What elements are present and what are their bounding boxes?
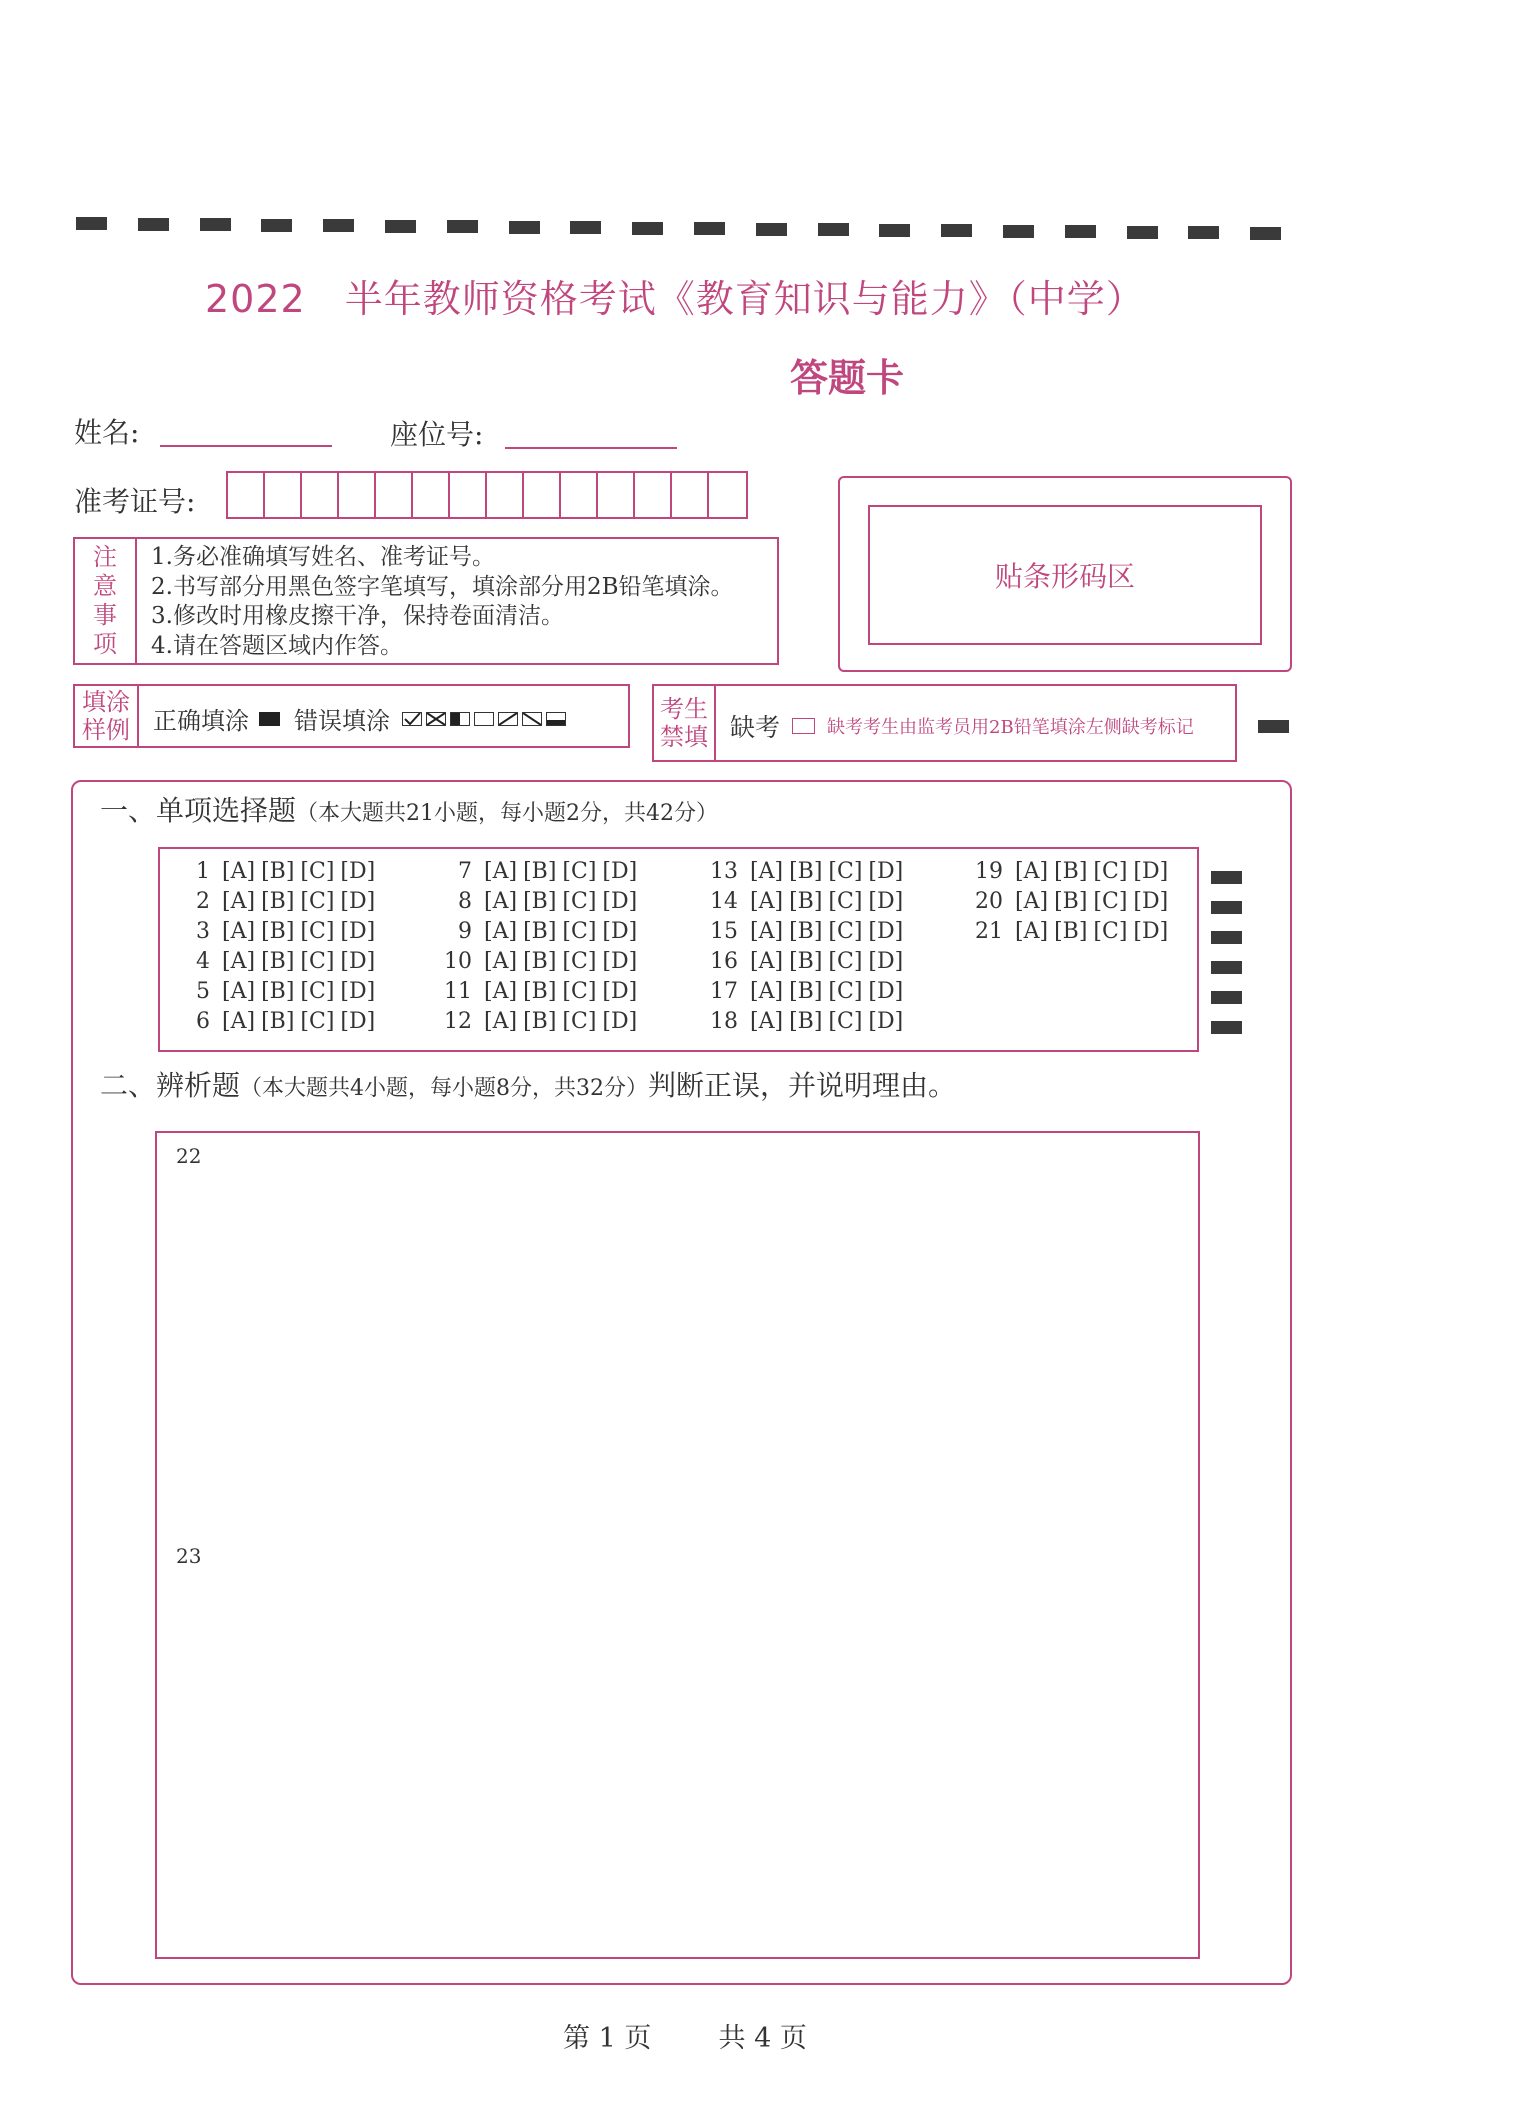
answer-option-c[interactable]: [C] [828, 979, 863, 1004]
absent-note: 缺考考生由监考员用2B铅笔填涂左侧缺考标记 [827, 717, 1194, 738]
answer-option-a[interactable]: [A] [222, 859, 256, 884]
exam-id-cell[interactable] [487, 473, 524, 517]
answer-option-b[interactable]: [B] [523, 889, 557, 914]
answer-option-c[interactable]: [C] [300, 919, 335, 944]
question-number: 1 [196, 859, 210, 884]
answer-option-b[interactable]: [B] [261, 919, 295, 944]
question-number: 12 [444, 1009, 472, 1034]
answer-option-a[interactable]: [A] [222, 949, 256, 974]
question-number: 6 [196, 1009, 210, 1034]
answer-option-c[interactable]: [C] [300, 979, 335, 1004]
section1-heading [100, 789, 718, 829]
answer-option-c[interactable]: [C] [562, 889, 597, 914]
answer-option-d[interactable]: [D] [602, 979, 638, 1004]
section1-note: （本大题共21小题，每小题2分，共42分） [296, 801, 719, 826]
answer-option-d[interactable]: [D] [868, 979, 904, 1004]
timing-mark [323, 219, 354, 232]
answer-option-c[interactable]: [C] [300, 889, 335, 914]
notes-list [151, 543, 733, 661]
answer-option-d[interactable]: [D] [868, 889, 904, 914]
notes-heading-char: 注 [93, 543, 117, 571]
slash-fill-icon [498, 712, 518, 726]
timing-mark [570, 221, 601, 234]
answer-option-a[interactable]: [A] [222, 889, 256, 914]
question-number: 17 [710, 979, 738, 1004]
choice-row [698, 857, 909, 887]
answer-option-c[interactable]: [C] [1093, 919, 1128, 944]
section2-instruction: 判断正误，并说明理由。 [648, 1069, 957, 1102]
underline-fill-icon [546, 712, 566, 726]
answer-option-c[interactable]: [C] [1093, 889, 1128, 914]
answer-option-b[interactable]: [B] [261, 859, 295, 884]
question-number: 23 [176, 1544, 202, 1568]
choice-row [698, 887, 909, 917]
answer-option-c[interactable]: [C] [1093, 859, 1128, 884]
cross-fill-icon [426, 712, 446, 726]
answer-option-b[interactable]: [B] [523, 859, 557, 884]
answer-option-d[interactable]: [D] [602, 949, 638, 974]
notes-heading-char: 事 [93, 601, 117, 629]
timing-mark [509, 221, 540, 234]
choice-row [170, 1007, 381, 1037]
timing-mark [1003, 225, 1034, 238]
question-number: 7 [458, 859, 472, 884]
answer-option-a[interactable]: [A] [222, 1009, 256, 1034]
answer-option-d[interactable]: [D] [602, 919, 638, 944]
timing-mark [1211, 1021, 1242, 1034]
question-number: 11 [444, 979, 472, 1004]
timing-marks-top [76, 217, 1291, 237]
exam-id-cell[interactable] [450, 473, 487, 517]
choice-row [170, 977, 381, 1007]
answer-option-d[interactable]: [D] [1133, 859, 1169, 884]
exam-id-cell[interactable] [339, 473, 376, 517]
fill-example-box [73, 684, 630, 748]
choice-row [170, 887, 381, 917]
answer-option-b[interactable]: [B] [789, 979, 823, 1004]
absent-checkbox[interactable] [792, 718, 815, 734]
answer-option-b[interactable]: [B] [261, 889, 295, 914]
answer-option-b[interactable]: [B] [523, 1009, 557, 1034]
seat-field[interactable] [505, 445, 677, 449]
page-footer [563, 2016, 807, 2055]
timing-mark [879, 224, 910, 237]
absent-label: 缺考 [730, 713, 781, 742]
timing-mark [818, 223, 849, 236]
exam-id-cell[interactable] [413, 473, 450, 517]
choice-row [698, 947, 909, 977]
exam-id-cell[interactable] [524, 473, 561, 517]
question-number: 5 [196, 979, 210, 1004]
notes-heading-char: 意 [93, 572, 117, 600]
question-number: 19 [975, 859, 1003, 884]
wrong-fill-samples [402, 712, 566, 726]
answer-option-c[interactable]: [C] [300, 949, 335, 974]
question-number: 3 [196, 919, 210, 944]
exam-id-cell[interactable] [598, 473, 635, 517]
section2-heading [100, 1064, 956, 1104]
answer-option-d[interactable]: [D] [868, 1009, 904, 1034]
choice-row [170, 947, 381, 977]
timing-mark [941, 224, 972, 237]
exam-id-grid[interactable] [226, 471, 748, 519]
answer-option-c[interactable]: [C] [300, 859, 335, 884]
answer-option-a[interactable]: [A] [484, 919, 518, 944]
answer-option-a[interactable]: [A] [750, 889, 784, 914]
answer-option-d[interactable]: [D] [340, 979, 376, 1004]
answer-option-c[interactable]: [C] [828, 1009, 863, 1034]
answer-option-d[interactable]: [D] [1133, 889, 1169, 914]
answer-option-b[interactable]: [B] [1054, 889, 1088, 914]
half-fill-icon [450, 712, 470, 726]
answer-option-c[interactable]: [C] [562, 1009, 597, 1034]
page-total: 共 4 页 [718, 2023, 807, 2054]
answer-option-c[interactable]: [C] [828, 859, 863, 884]
choice-answer-grid [158, 847, 1199, 1052]
exam-id-cell[interactable] [265, 473, 302, 517]
question-number: 22 [176, 1144, 202, 1168]
choice-row [170, 917, 381, 947]
answer-option-a[interactable]: [A] [750, 859, 784, 884]
answer-option-a[interactable]: [A] [750, 1009, 784, 1034]
question-number: 2 [196, 889, 210, 914]
notes-heading [75, 539, 137, 663]
answer-option-c[interactable]: [C] [300, 1009, 335, 1034]
answer-option-d[interactable]: [D] [1133, 919, 1169, 944]
timing-mark [1065, 225, 1096, 238]
timing-mark [200, 218, 231, 231]
question-number: 8 [458, 889, 472, 914]
answer-option-a[interactable]: [A] [484, 889, 518, 914]
notes-item: 3.修改时用橡皮擦干净，保持卷面清洁。 [151, 603, 564, 629]
answer-option-c[interactable]: [C] [562, 979, 597, 1004]
answer-option-c[interactable]: [C] [828, 949, 863, 974]
page-number: 第 1 页 [563, 2023, 652, 2054]
answer-option-b[interactable]: [B] [523, 979, 557, 1004]
timing-mark [76, 217, 107, 230]
answer-option-d[interactable]: [D] [868, 949, 904, 974]
choice-row [432, 917, 643, 947]
question-number: 21 [975, 919, 1003, 944]
notes-item: 1.务必准确填写姓名、准考证号。 [151, 544, 495, 570]
correct-fill-sample-icon [259, 712, 280, 726]
answer-option-a[interactable]: [A] [484, 949, 518, 974]
answer-option-c[interactable]: [C] [562, 859, 597, 884]
answer-option-c[interactable]: [C] [562, 949, 597, 974]
notes-item: 2.书写部分用黑色签字笔填写，填涂部分用2B铅笔填涂。 [151, 573, 734, 600]
timing-mark [1211, 901, 1242, 914]
answer-option-a[interactable]: [A] [750, 949, 784, 974]
answer-option-c[interactable]: [C] [828, 889, 863, 914]
answer-option-b[interactable]: [B] [523, 919, 557, 944]
notes-box [73, 537, 779, 665]
choice-column [963, 857, 1174, 947]
exam-id-cell[interactable] [561, 473, 598, 517]
choice-column [698, 857, 909, 1037]
choice-column [432, 857, 643, 1037]
question-number: 14 [710, 889, 738, 914]
question-number: 18 [710, 1009, 738, 1034]
section1-title: 一、单项选择题 [100, 794, 297, 827]
choice-row [963, 857, 1174, 887]
question-number: 9 [458, 919, 472, 944]
backslash-fill-icon [522, 712, 542, 726]
empty-fill-icon [474, 712, 494, 726]
fill-example-body [153, 701, 566, 736]
answer-option-b[interactable]: [B] [261, 949, 295, 974]
barcode-area [868, 505, 1262, 645]
choice-row [432, 977, 643, 1007]
timing-mark-absent [1258, 720, 1289, 733]
answer-option-b[interactable]: [B] [789, 949, 823, 974]
checkmark-fill-icon [402, 712, 422, 726]
answer-option-b[interactable]: [B] [1054, 919, 1088, 944]
answer-option-d[interactable]: [D] [340, 949, 376, 974]
choice-row [963, 917, 1174, 947]
choice-row [170, 857, 381, 887]
question-number: 16 [710, 949, 738, 974]
answer-option-c[interactable]: [C] [828, 919, 863, 944]
answer-option-d[interactable]: [D] [340, 859, 376, 884]
timing-mark [385, 220, 416, 233]
exam-id-cell[interactable] [302, 473, 339, 517]
question-number: 13 [710, 859, 738, 884]
absent-box [652, 684, 1237, 762]
section2-title: 二、辨析题 [100, 1069, 241, 1102]
answer-option-c[interactable]: [C] [562, 919, 597, 944]
timing-mark [1211, 871, 1242, 884]
name-field[interactable] [160, 443, 332, 447]
answer-option-d[interactable]: [D] [340, 919, 376, 944]
answer-option-d[interactable]: [D] [340, 889, 376, 914]
answer-option-d[interactable]: [D] [602, 1009, 638, 1034]
essay-answer-area[interactable] [155, 1131, 1200, 1959]
answer-option-a[interactable]: [A] [484, 859, 518, 884]
answer-option-a[interactable]: [A] [222, 919, 256, 944]
answer-option-b[interactable]: [B] [789, 1009, 823, 1034]
answer-option-b[interactable]: [B] [261, 1009, 295, 1034]
exam-id-label: 准考证号: [74, 485, 196, 518]
answer-option-a[interactable]: [A] [750, 979, 784, 1004]
answer-option-a[interactable]: [A] [1015, 889, 1049, 914]
name-label: 姓名: [74, 416, 140, 449]
answer-option-d[interactable]: [D] [340, 1009, 376, 1034]
timing-mark [1211, 961, 1242, 974]
answer-option-d[interactable]: [D] [868, 919, 904, 944]
notes-heading-char: 项 [93, 630, 117, 658]
answer-option-b[interactable]: [B] [261, 979, 295, 1004]
notes-item: 4.请在答题区域内作答。 [151, 632, 403, 659]
fill-example-heading: 填涂样例 [75, 686, 139, 746]
page-title: 2022 半年教师资格考试《教育知识与能力》（中学） [205, 277, 1145, 321]
timing-mark [694, 222, 725, 235]
choice-row [698, 977, 909, 1007]
timing-mark [1188, 226, 1219, 239]
question-number: 20 [975, 889, 1003, 914]
choice-row [432, 947, 643, 977]
choice-row [698, 1007, 909, 1037]
timing-mark [1211, 991, 1242, 1004]
correct-fill-label: 正确填涂 [153, 707, 249, 735]
exam-id-cell[interactable] [635, 473, 672, 517]
answer-option-b[interactable]: [B] [1054, 859, 1088, 884]
question-number: 10 [444, 949, 472, 974]
choice-row [963, 887, 1174, 917]
answer-option-a[interactable]: [A] [1015, 919, 1049, 944]
question-number: 15 [710, 919, 738, 944]
exam-id-cell[interactable] [672, 473, 709, 517]
wrong-fill-label: 错误填涂 [294, 707, 390, 735]
answer-option-d[interactable]: [D] [602, 859, 638, 884]
answer-option-d[interactable]: [D] [602, 889, 638, 914]
choice-row [432, 887, 643, 917]
choice-row [432, 857, 643, 887]
timing-mark [1250, 227, 1281, 240]
seat-label: 座位号: [390, 418, 484, 451]
question-number: 4 [196, 949, 210, 974]
choice-column [170, 857, 381, 1037]
absent-heading: 考生禁填 [654, 686, 716, 760]
timing-mark [756, 223, 787, 236]
section2-note: （本大题共4小题，每小题8分，共32分） [240, 1076, 649, 1101]
answer-option-a[interactable]: [A] [1015, 859, 1049, 884]
timing-mark [138, 218, 169, 231]
answer-option-a[interactable]: [A] [750, 919, 784, 944]
absent-body [730, 708, 1194, 744]
timing-mark [1127, 226, 1158, 239]
page-subtitle: 答题卡 [790, 356, 905, 400]
answer-option-b[interactable]: [B] [789, 889, 823, 914]
timing-mark [632, 222, 663, 235]
timing-mark [261, 219, 292, 232]
exam-id-cell[interactable] [376, 473, 413, 517]
answer-option-b[interactable]: [B] [789, 859, 823, 884]
answer-option-b[interactable]: [B] [523, 949, 557, 974]
choice-row [698, 917, 909, 947]
exam-id-cell[interactable] [709, 473, 746, 517]
answer-option-b[interactable]: [B] [789, 919, 823, 944]
choice-row [432, 1007, 643, 1037]
timing-mark [1211, 931, 1242, 944]
exam-id-cell[interactable] [228, 473, 265, 517]
answer-option-d[interactable]: [D] [868, 859, 904, 884]
answer-option-a[interactable]: [A] [484, 1009, 518, 1034]
answer-option-a[interactable]: [A] [484, 979, 518, 1004]
timing-mark [447, 220, 478, 233]
timing-marks-side [1211, 871, 1242, 1051]
barcode-label: 贴条形码区 [994, 560, 1135, 593]
answer-option-a[interactable]: [A] [222, 979, 256, 1004]
